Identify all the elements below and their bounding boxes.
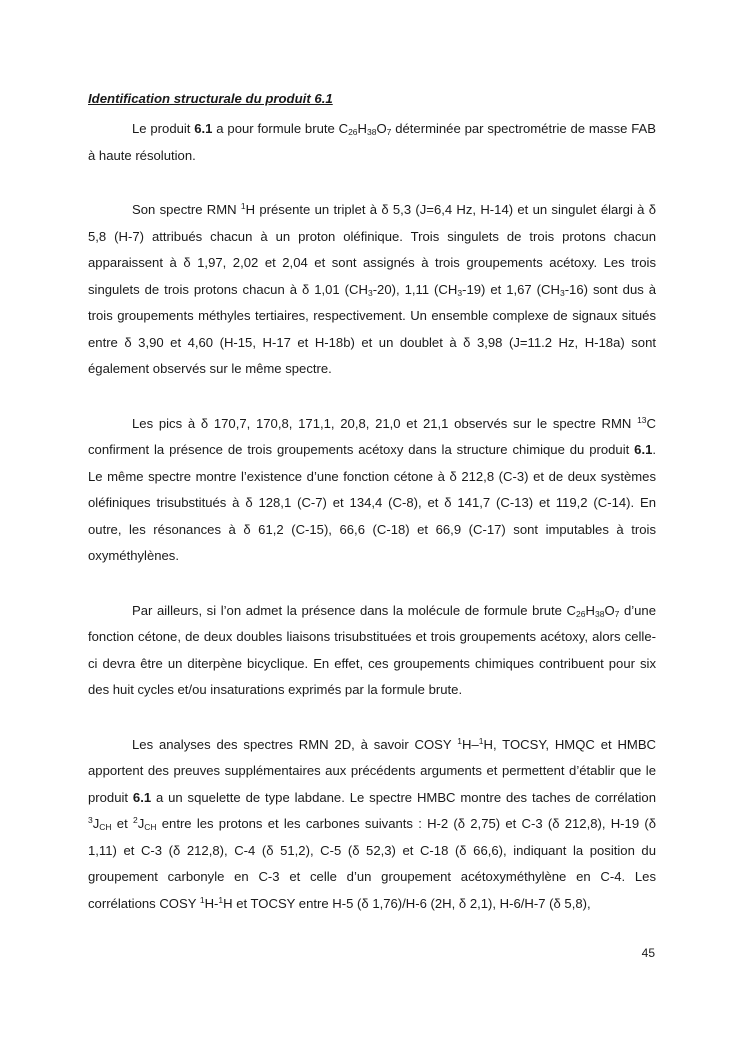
superscript-text: 1 <box>199 894 205 905</box>
paragraph-proton-nmr <box>88 197 656 383</box>
superscript-text: 13 <box>637 414 647 425</box>
page-number: 45 <box>641 946 655 960</box>
paragraph-diterpene <box>88 598 656 704</box>
text-run: H- <box>204 895 219 911</box>
text-run: entre les protons et les carbones suivants : H-2 (δ 2,75) et C-3 (δ 212,8), H-19 (δ 1,11) et C-3 (δ 212,8), C-4 (δ 51,2), C-5 (δ 52,3) et C-18 (δ 66,6), indiquant la position du groupement carbonyle en C-3 et celle d’un groupement acétoxyméthylène en C-4. Les corrélations COSY <box>88 816 656 911</box>
subscript-text: 3 <box>559 287 565 298</box>
paragraph-formula <box>88 116 656 169</box>
text-run: H et TOCSY entre H-5 (δ 1,76)/H-6 (2H, δ 2,1), H-6/H-7 (δ 5,8), <box>223 895 591 911</box>
text-run: O <box>376 121 387 136</box>
text-run: Les analyses des spectres RMN 2D, à savoir COSY <box>132 736 458 752</box>
text-run: . Le même spectre montre l’existence d’une fonction cétone à δ 212,8 (C-3) et de deux systèmes oléfiniques trisubstitués à δ 128,1 (C-7) et 134,4 (C-8), et δ 141,7 (C-13) et 119,2 (C-14). En outre, les résonances à δ 61,2 (C-15), 66,6 (C-18) et 66,9 (C-17) sont imputables à trois oxyméthylènes. <box>88 442 656 563</box>
document-body <box>88 86 656 917</box>
text-run: O <box>604 602 615 618</box>
text-run: d’une fonction cétone, de deux doubles liaisons trisubstituées et trois groupements acétoxy, alors celle-ci devra être un diterpène bicyclique. En effet, ces groupements chimiques contribuent pour six des huit cycles et/ou insaturations exprimés par la formule brute. <box>88 602 656 697</box>
section-heading: Identification structurale du produit 6.1 <box>88 91 333 106</box>
superscript-text: 3 <box>88 815 93 825</box>
text-run: a pour formule brute C <box>212 121 349 136</box>
subscript-text: 3 <box>367 287 373 298</box>
text-run: -19) et 1,67 (CH <box>462 281 560 297</box>
text-run: Son spectre RMN <box>132 202 241 217</box>
text-run: C confirment la présence de trois groupements acétoxy dans la structure chimique du produit <box>88 415 656 457</box>
text-run: J <box>137 816 145 831</box>
paragraph-carbon-nmr <box>88 411 656 570</box>
text-run: Par ailleurs, si l’on admet la présence dans la molécule de formule brute C <box>132 602 577 618</box>
text-run: a un squelette de type labdane. Le spectre HMBC montre des taches de corrélation <box>151 789 656 805</box>
bold-text: 6.1 <box>132 789 152 805</box>
text-run: déterminée par spectrométrie de masse FAB à haute résolution. <box>88 121 657 163</box>
subscript-text: 3 <box>457 287 463 298</box>
superscript-text: 1 <box>457 735 462 746</box>
text-run: J <box>92 816 100 831</box>
text-run: Les pics à δ 170,7, 170,8, 171,1, 20,8, 21,0 et 21,1 observés sur le spectre RMN <box>132 415 638 431</box>
superscript-text: 1 <box>218 894 224 905</box>
subscript-text: CH <box>144 822 157 832</box>
subscript-text: 38 <box>594 608 605 619</box>
paragraph-2d-nmr <box>88 732 656 918</box>
text-run: H présente un triplet à δ 5,3 (J=6,4 Hz, H-14) et un singulet élargi à δ 5,8 (H-7) attribués chacun à un proton oléfinique. Trois singulets de trois protons chacun apparaissent à δ 1,97, 2,02 et 2,04 et sont assignés à trois groupements acétoxy. Les trois singulets de trois protons chacun à δ 1,01 (CH <box>88 202 656 297</box>
subscript-text: 38 <box>367 127 377 137</box>
text-run: -16) sont dus à trois groupements méthyles tertiaires, respectivement. Un ensemble complexe de signaux situés entre δ 3,90 et 4,60 (H-15, H-17 et H-18b) et un doublet à δ 3,98 (J=11.2 Hz, H-18a) sont également observés sur le même spectre. <box>88 281 657 376</box>
subscript-text: 26 <box>576 608 586 619</box>
text-run: -20), 1,11 (CH <box>372 281 458 297</box>
superscript-text: 1 <box>478 735 484 746</box>
text-run: H <box>585 602 595 618</box>
text-run: H, TOCSY, HMQC et HMBC apportent des preuves supplémentaires aux précédents arguments et permettent d’établir que le produit <box>88 736 657 805</box>
bold-text: 6.1 <box>194 121 213 136</box>
text-run: H <box>357 121 368 136</box>
superscript-text: 2 <box>132 815 138 825</box>
subscript-text: 7 <box>386 127 392 137</box>
text-run: H– <box>462 736 479 752</box>
superscript-text: 1 <box>240 201 246 211</box>
bold-text: 6.1 <box>634 442 653 457</box>
subscript-text: 7 <box>614 608 620 619</box>
text-run: Le produit <box>132 121 195 136</box>
text-run: et <box>111 816 133 831</box>
subscript-text: CH <box>99 822 112 832</box>
subscript-text: 26 <box>348 127 358 137</box>
